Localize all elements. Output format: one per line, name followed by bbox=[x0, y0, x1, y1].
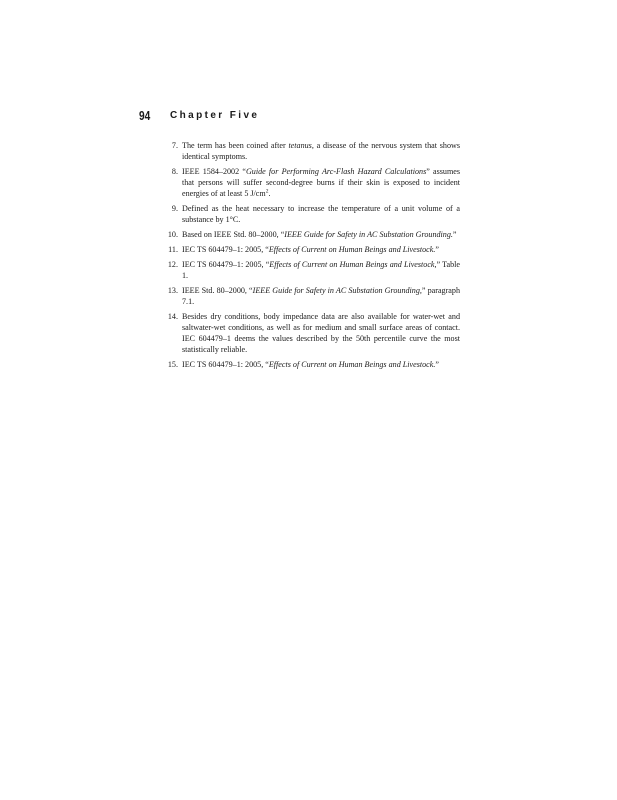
endnote-number: 8. bbox=[171, 167, 178, 176]
endnote-number: 14. bbox=[167, 312, 178, 321]
endnote-9 bbox=[165, 203, 460, 225]
endnote-8 bbox=[165, 166, 460, 199]
endnote-number: 7. bbox=[171, 141, 178, 150]
endnote-10 bbox=[165, 229, 460, 240]
page-number: 94 bbox=[139, 108, 151, 123]
endnote-text: IEC TS 604479–1: 2005, “Effects of Current on Human Beings and Livestock,” Table 1. bbox=[182, 260, 460, 280]
endnote-text: IEC TS 604479–1: 2005, “Effects of Current on Human Beings and Livestock.” bbox=[182, 360, 439, 369]
endnote-text: The term has been coined after tetanus, a disease of the nervous system that shows identical symptoms. bbox=[182, 141, 460, 161]
endnotes-list bbox=[165, 140, 460, 374]
endnote-14 bbox=[165, 311, 460, 355]
endnote-text: IEC TS 604479–1: 2005, “Effects of Current on Human Beings and Livestock.” bbox=[182, 245, 439, 254]
endnote-number: 15. bbox=[167, 360, 178, 369]
endnote-text: IEEE 1584–2002 “Guide for Performing Arc-Flash Hazard Calculations” assumes that persons will suffer second-degree burns if their skin is exposed to incident energies of at least 5 $J/cm^2$. bbox=[182, 167, 461, 198]
endnote-number: 12. bbox=[167, 260, 178, 269]
endnote-text: IEEE Std. 80–2000, “IEEE Guide for Safety in AC Substation Grounding,” paragraph 7.1. bbox=[182, 286, 460, 306]
endnote-text: Based on IEEE Std. 80–2000, “IEEE Guide for Safety in AC Substation Grounding.” bbox=[182, 230, 457, 239]
endnote-15 bbox=[165, 359, 460, 370]
endnote-text: Besides dry conditions, body impedance data are also available for water-wet and saltwater-wet conditions, as well as for medium and small surface areas of contact. IEC 604479–1 deems the values described by the 50th percentile curve the most statistically reliable. bbox=[182, 312, 460, 354]
endnote-7 bbox=[165, 140, 460, 162]
endnote-12 bbox=[165, 259, 460, 281]
chapter-title: Chapter Five bbox=[170, 110, 260, 121]
running-header bbox=[139, 108, 260, 123]
endnote-number: 10. bbox=[167, 230, 178, 239]
endnote-text: Defined as the heat necessary to increase the temperature of a unit volume of a substance by 1°C. bbox=[182, 204, 460, 224]
endnote-number: 9. bbox=[171, 204, 178, 213]
endnote-number: 13. bbox=[167, 286, 178, 295]
endnote-11 bbox=[165, 244, 460, 255]
endnote-number: 11. bbox=[168, 245, 178, 254]
endnote-13 bbox=[165, 285, 460, 307]
